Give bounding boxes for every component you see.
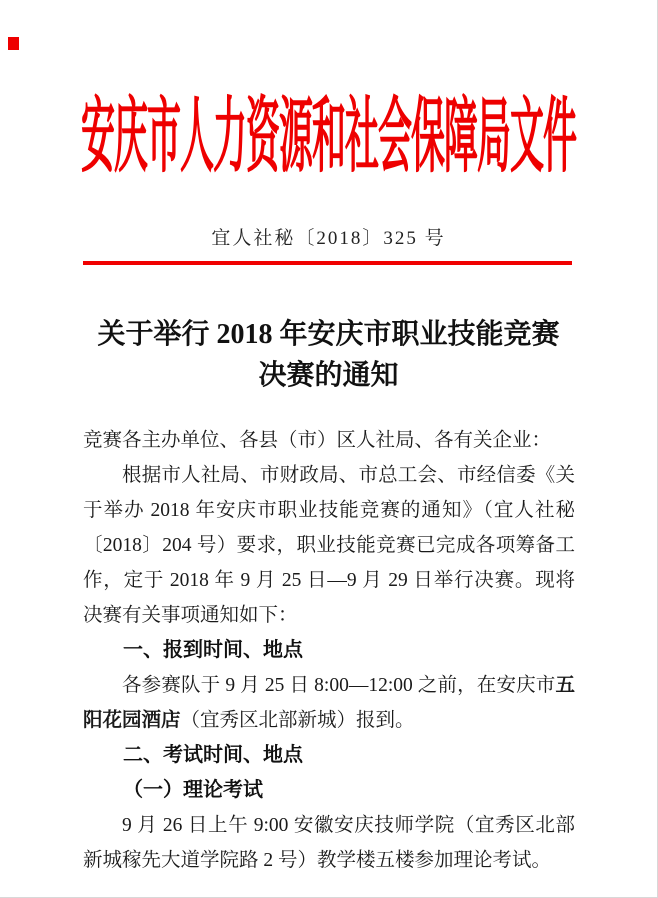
paragraph-basis: 根据市人社局、市财政局、市总工会、市经信委《关于举办 2018 年安庆市职业技能竞赛的通知》（宜人社秘〔2018〕204 号）要求，职业技能竞赛已完成各项筹备工作，定于 2018 年 9 月 25 日—9 月 29 日举行决赛。现将决赛有关事项通知如下： — [83, 465, 575, 626]
red-divider-line — [83, 261, 572, 265]
sub-heading-theory-exam: （一）理论考试 — [123, 779, 263, 801]
paragraph-registration-hotel: 五阳花园酒店 — [83, 675, 575, 731]
section-heading-2: 二、考试时间、地点 — [123, 744, 303, 766]
red-corner-mark — [8, 37, 19, 50]
paragraph-registration-post: （宜秀区北部新城）报到。 — [180, 710, 415, 731]
section-heading-1: 一、报到时间、地点 — [123, 639, 303, 661]
paragraph-theory-exam: 9 月 26 日上午 9:00 安徽安庆技师学院（宜秀区北部新城稼先大道学院路 2 号）教学楼五楼参加理论考试。 — [83, 815, 575, 871]
document-body — [83, 423, 575, 878]
document-title-line1: 关于举行 2018 年安庆市职业技能竞赛 — [97, 319, 560, 350]
document-title — [0, 314, 657, 396]
paragraph-registration-pre: 各参赛队于 9 月 25 日 8:00—12:00 之前，在安庆市 — [122, 675, 556, 696]
document-title-line2: 决赛的通知 — [258, 360, 399, 391]
agency-title-wrap — [0, 94, 657, 183]
agency-title: 安庆市人力资源和社会保障局文件 — [81, 94, 576, 183]
document-number: 宜人社秘〔2018〕325 号 — [211, 228, 446, 249]
salutation: 竞赛各主办单位、各县（市）区人社局、各有关企业： — [83, 430, 552, 451]
paragraph-registration — [83, 668, 575, 738]
